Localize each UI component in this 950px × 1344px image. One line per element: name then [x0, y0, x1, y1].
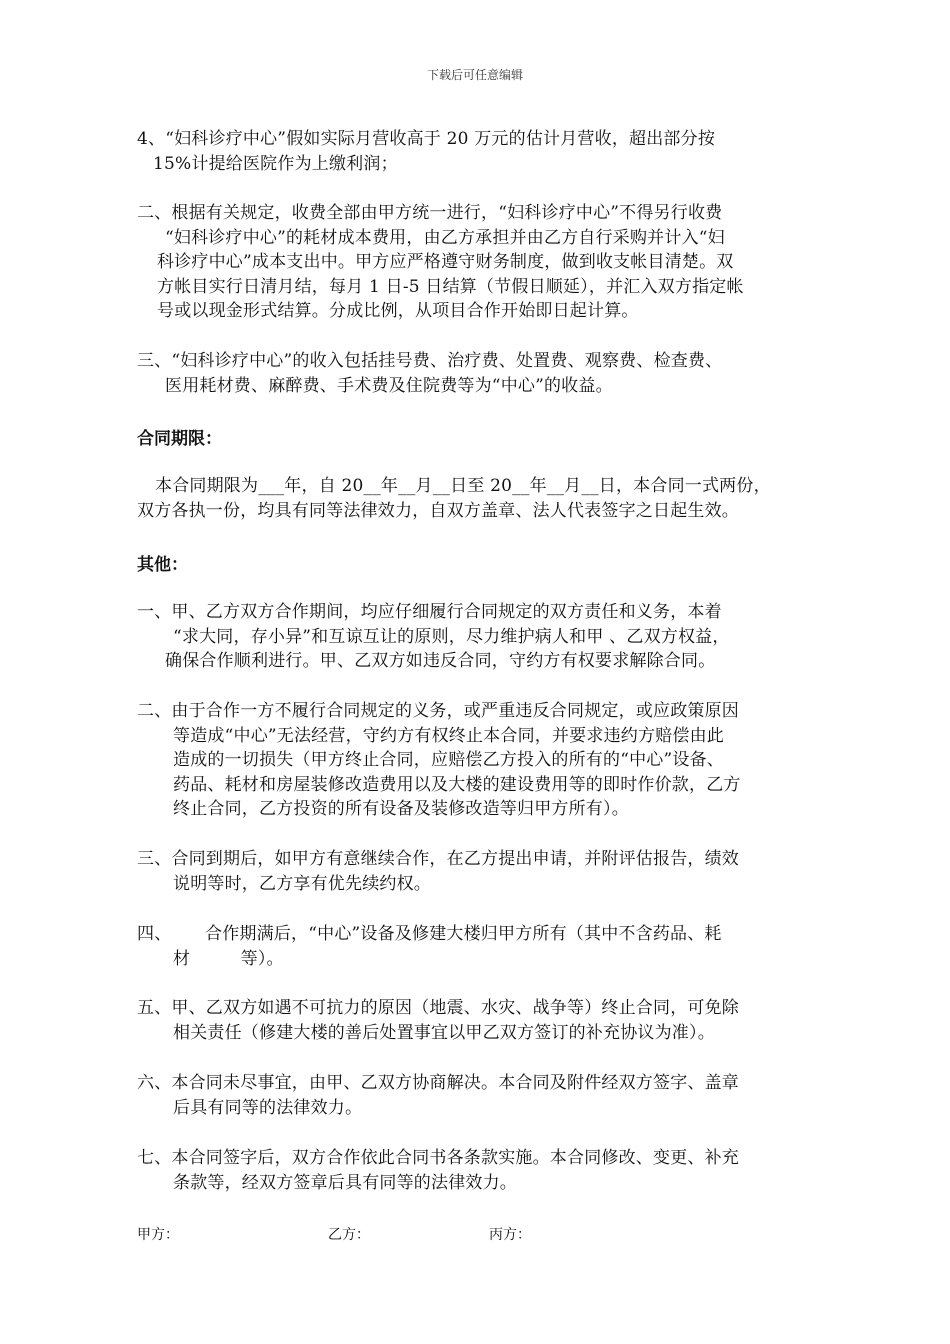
clause-fees-line-2: “妇科诊疗中心”的耗材成本费用，由乙方承担并由乙方自行采购并计入“妇: [165, 227, 725, 248]
other-clause-7: [137, 1146, 827, 1195]
other-clause-3-line-1: 三、合同到期后，如甲方有意继续合作，在乙方提出申请，并附评估报告，绩效: [137, 849, 739, 869]
other-clause-1-line-1: 一、甲、乙方双方合作期间，均应仔细履行合同规定的双方责任和义务，本着: [137, 602, 722, 622]
other-clause-4-line-2: 材 等）。: [173, 948, 284, 969]
other-clause-5-line-1: 五、甲、乙双方如遇不可抗力的原因（地震、水灾、战争等）终止合同，可免除: [137, 998, 739, 1018]
clause-fees: [137, 201, 827, 324]
other-clause-6-line-2: 后具有同等的法律效力。: [173, 1097, 363, 1118]
other-clause-3-line-2: 说明等时，乙方享有优先续约权。: [173, 873, 431, 894]
other-clause-7-line-2: 条款等，经双方签章后具有同等的法律效力。: [173, 1172, 517, 1193]
page-header-note: 下载后可任意编辑: [426, 68, 523, 82]
contract-term-line-1: 本合同期限为___年，自 20__年__月__日至 20__年__月__日，本合同一式两份，: [155, 476, 771, 496]
heading-other: 其他：: [137, 555, 188, 575]
other-clause-2: [137, 699, 827, 822]
clause-income: [137, 349, 827, 398]
other-clause-2-line-3: 造成的一切损失（甲方终止合同，应赔偿乙方投入的所有的“中心”设备、: [173, 750, 724, 770]
clause-4-line-1: 4、“妇科诊疗中心”假如实际月营收高于 20 万元的估计月营收，超出部分按: [137, 129, 716, 149]
clause-fees-line-1: 二、根据有关规定，收费全部由甲方统一进行，“妇科诊疗中心”不得另行收费: [137, 203, 723, 223]
other-clause-1-line-2: “求大同，存小异”和互谅互让的原则，尽力维护病人和甲 、乙双方权益，: [173, 626, 730, 647]
clause-fees-line-5: 号或以现金形式结算。分成比例，从项目合作开始即日起计算。: [157, 301, 639, 321]
other-clause-6: [137, 1071, 827, 1120]
other-clause-5-line-2: 相关责任（修建大楼的善后处置事宜以甲乙双方签订的补充协议为准）。: [173, 1022, 715, 1043]
contract-term-paragraph: [137, 474, 827, 523]
contract-term-line-2: 双方各执一份，均具有同等法律效力，自双方盖章、法人代表签字之日起生效。: [137, 500, 739, 521]
signature-party-a: 甲方：: [137, 1227, 179, 1243]
signature-row: [137, 1224, 837, 1244]
other-clause-7-line-1: 七、本合同签字后，双方合作依此合同书各条款实施。本合同修改、变更、补充: [137, 1148, 739, 1168]
other-clause-3: [137, 847, 827, 896]
other-clause-2-line-4: 药品、耗材和房屋装修改造费用以及大楼的建设费用等的即时作价款，乙方: [173, 774, 741, 795]
clause-4: [137, 127, 827, 176]
clause-fees-line-3: 科诊疗中心”成本支出中。甲方应严格遵守财务制度，做到收支帐目清楚。双: [157, 252, 734, 272]
clause-income-line-2: 医用耗材费、麻醉费、手术费及住院费等为“中心”的收益。: [165, 375, 613, 396]
other-clause-4-line-1: 四、 合作期满后，“中心”设备及修建大楼归甲方所有（其中不含药品、耗: [137, 924, 722, 944]
other-clause-1: [137, 600, 827, 674]
clause-4-line-2: 15%计提给医院作为上缴利润；: [153, 153, 398, 174]
other-clause-5: [137, 996, 827, 1045]
signature-party-b: 乙方：: [328, 1227, 370, 1243]
clause-income-line-1: 三、“妇科诊疗中心”的收入包括挂号费、治疗费、处置费、观察费、检查费、: [137, 351, 723, 371]
other-clause-2-line-2: 等造成“中心”无法经营，守约方有权终止本合同，并要求违约方赔偿由此: [173, 725, 724, 746]
other-clause-6-line-1: 六、本合同未尽事宜，由甲、乙双方协商解决。本合同及附件经双方签字、盖章: [137, 1073, 739, 1093]
other-clause-2-line-1: 二、由于合作一方不履行合同规定的义务，或严重违反合同规定，或应政策原因: [137, 701, 739, 721]
clause-fees-line-4: 方帐目实行日清月结，每月 1 日-5 日结算（节假日顺延），并汇入双方指定帐: [157, 276, 744, 297]
other-clause-2-line-5: 终止合同，乙方投资的所有设备及装修改造等归甲方所有）。: [173, 799, 629, 819]
other-clause-4: [137, 922, 827, 971]
signature-party-c: 丙方：: [489, 1227, 531, 1243]
other-clause-1-line-3: 确保合作顺利进行。甲、乙双方如违反合同，守约方有权要求解除合同。: [165, 651, 716, 671]
heading-contract-term: 合同期限：: [137, 429, 222, 449]
